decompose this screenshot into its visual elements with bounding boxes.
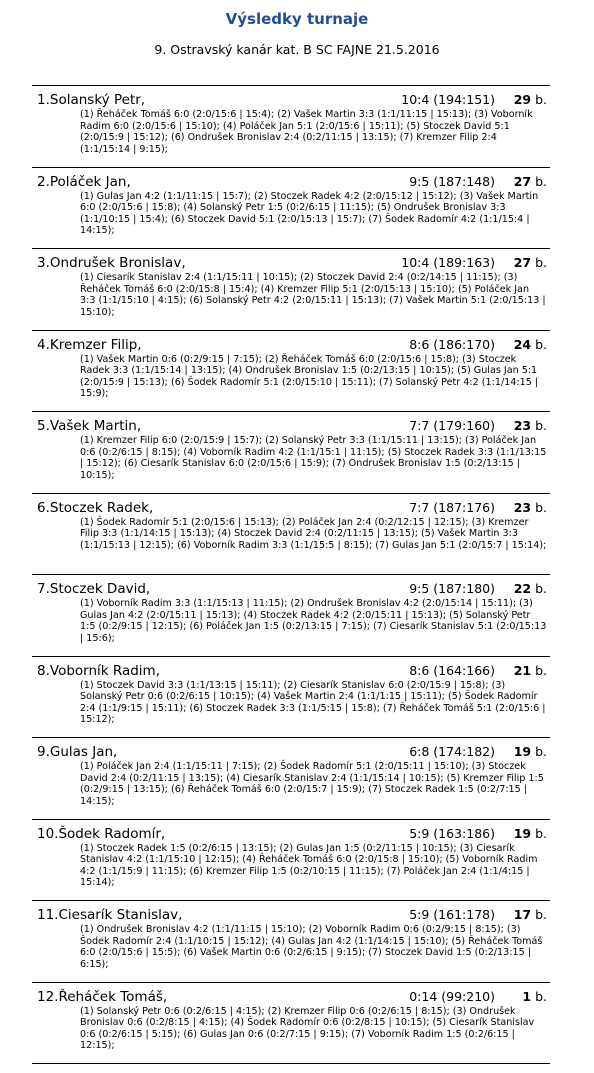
points-unit: b.: [535, 255, 547, 270]
points-value: 27: [513, 173, 532, 189]
points-value: 29: [513, 92, 532, 107]
points: [514, 91, 547, 109]
player-name: 2.Poláček Jan,: [37, 173, 131, 190]
match-details: (1) Ciesarík Stanislav 2:4 (1:1/15:11 | 10:15); (2) Stoczek David 2:4 (0:2/14:15 | 11:15); (3) Řeháček Tomáš 6:0 (2:0/15:8 | 15:4); (4) Kremzer Filip 5:1 (2:0/15:13 | 15:10); (5) Poláček Jan 3:3 (1:1/15:10 | 4:15); (6) Solanský Petr 4:2 (2:0/15:11 | 15:13); (7) Vašek Martin 5:1 (2:0/15:13 | 15:10);: [80, 272, 546, 318]
result-entry: [32, 412, 550, 494]
match-details: (1) Solanský Petr 0:6 (0:2/6:15 | 4:15); (2) Kremzer Filip 0:6 (0:2/6:15 | 8:15); (3) Ondrušek Bronislav 0:6 (0:2/8:15 | 4:15); (4) Šodek Radomír 0:6 (0:2/8:15 | 10:15); (5) Ciesarík Stanislav 0:6 (0:2/6:15 | 5:15); (6) Gulas Jan 0:6 (0:2/7:15 | 9:15); (7) Voborník Radim 1:5 (0:2/6:15 | 12:15);: [80, 1005, 535, 1052]
points: [514, 825, 547, 843]
points-unit: b.: [535, 662, 547, 678]
points: [514, 336, 547, 354]
points: [514, 662, 547, 680]
match-details: (1) Poláček Jan 2:4 (1:1/15:11 | 7:15); (2) Šodek Radomír 5:1 (2:0/15:11 | 15:10); (3) Stoczek David 2:4 (0:2/11:15 | 13:15); (4) Ciesarík Stanislav 2:4 (1:1/15:14 | 10:15); (5) Kremzer Filip 1:5 (0:2/9:15 | 13:15); (6) Řeháček Tomáš 6:0 (2:0/15:7 | 15:9); (7) Stoczek Radek 1:5 (0:2/7:15 | 14:15);: [80, 761, 544, 807]
entry-header: [37, 91, 547, 109]
entry-header: [37, 173, 547, 191]
player-name: 9.Gulas Jan,: [37, 744, 118, 760]
match-score: 9:5 (187:148): [409, 173, 495, 189]
points-unit: b.: [535, 744, 547, 759]
entry-header: [37, 662, 547, 680]
entry-header: [37, 254, 547, 272]
points-value: 19: [513, 825, 532, 841]
points-value: 1: [522, 988, 532, 1004]
player-name: 4.Kremzer Filip,: [37, 336, 142, 353]
points-value: 21: [513, 662, 532, 678]
match-score: 10:4 (189:163): [401, 255, 495, 270]
match-details: (1) Voborník Radim 3:3 (1:1/15:13 | 11:15); (2) Ondrušek Bronislav 4:2 (2:0/15:14 | 15:11); (3) Gulas Jan 4:2 (2:0/15:11 | 15:13); (4) Stoczek Radek 4:2 (2:0/15:11 | 15:13); (5) Solanský Petr 1:5 (0:2/9:15 | 12:15); (6) Poláček Jan 1:5 (0:2/13:15 | 7:15); (7) Ciesarík Stanislav 5:1 (2:0/15:13 | 15:6);: [80, 598, 547, 644]
result-entry: [32, 249, 550, 331]
points-unit: b.: [535, 581, 547, 596]
points-unit: b.: [535, 336, 547, 352]
match-details: (1) Šodek Radomír 5:1 (2:0/15:6 | 15:13); (2) Poláček Jan 2:4 (0:2/12:15 | 12:15); (3) Kremzer Filip 3:3 (1:1/14:15 | 15:13); (4) Stoczek David 2:4 (0:2/11:15 | 13:15); (5) Vašek Martin 3:3 (1:1/15:13 | 12:15); (6) Voborník Radim 3:3 (1:1/15:5 | 8:15); (7) Gulas Jan 5:1 (2:0/15:7 | 15:14);: [80, 516, 547, 551]
entry-header: [37, 336, 547, 354]
player-name: 7.Stoczek David,: [37, 581, 151, 597]
player-name: 1.Solanský Petr,: [37, 92, 146, 108]
entry-header: [37, 743, 547, 761]
match-details: (1) Gulas Jan 4:2 (1:1/11:15 | 15:7); (2) Stoczek Radek 4:2 (2:0/15:12 | 15:12); (3) Vašek Martin 6:0 (2:0/15:6 | 15:8); (4) Solanský Petr 1:5 (0:2/6:15 | 11:15); (5) Ondrušek Bronislav 3:3 (1:1/10:15 | 15:4); (6) Stoczek David 5:1 (2:0/15:13 | 15:7); (7) Šodek Radomír 4:2 (1:1/15:4 | 14:15);: [80, 190, 539, 237]
match-score: 10:4 (194:151): [401, 92, 495, 107]
result-entry: [32, 331, 550, 413]
results-list: [32, 85, 550, 1064]
match-score: 8:6 (186:170): [409, 336, 495, 352]
points-unit: b.: [535, 988, 547, 1004]
points-value: 27: [513, 255, 532, 270]
points-unit: b.: [535, 173, 547, 189]
points-value: 24: [513, 336, 532, 352]
player-name: 11.Ciesarík Stanislav,: [37, 907, 183, 923]
entry-header: [37, 988, 547, 1006]
match-score: 5:9 (163:186): [409, 825, 495, 841]
player-name: 3.Ondrušek Bronislav,: [37, 255, 186, 271]
points-value: 22: [513, 581, 532, 596]
points-value: 17: [513, 907, 532, 922]
result-entry: [32, 85, 550, 168]
match-score: 7:7 (179:160): [409, 418, 495, 433]
player-name: 8.Voborník Radim,: [37, 662, 161, 679]
match-score: 8:6 (164:166): [409, 662, 495, 678]
match-score: 9:5 (187:180): [409, 581, 495, 596]
result-entry: [32, 168, 550, 250]
points-unit: b.: [535, 499, 547, 515]
points-unit: b.: [535, 907, 547, 922]
points: [514, 580, 547, 598]
player-name: 10.Šodek Radomír,: [37, 825, 166, 842]
points-value: 23: [513, 418, 532, 433]
entry-header: [37, 825, 547, 843]
points: [514, 499, 547, 517]
entry-header: [37, 499, 547, 517]
result-entry: [32, 657, 550, 739]
player-name: 5.Vašek Martin,: [37, 418, 142, 434]
match-details: (1) Stoczek David 3:3 (1:1/13:15 | 15:11); (2) Ciesarík Stanislav 6:0 (2:0/15:9 | 15:8); (3) Solanský Petr 0:6 (0:2/6:15 | 10:15); (4) Vašek Martin 2:4 (1:1/1:15 | 15:11); (5) Šodek Radomír 2:4 (1:1/9:15 | 15:11); (6) Stoczek Radek 3:3 (1:1/5:15 | 15:8); (7) Řeháček Tomáš 5:1 (2:0/15:6 | 15:12);: [80, 679, 546, 726]
match-score: 7:7 (187:176): [409, 499, 495, 515]
points: [514, 254, 547, 272]
points: [522, 988, 547, 1006]
points: [514, 906, 547, 924]
points-unit: b.: [535, 92, 547, 107]
points: [514, 743, 547, 761]
page-title: Výsledky turnaje: [225, 10, 369, 28]
entry-header: [37, 580, 547, 598]
result-entry: [32, 738, 550, 820]
match-score: 0:14 (99:210): [409, 988, 495, 1004]
match-details: (1) Kremzer Filip 6:0 (2:0/15:9 | 15:7); (2) Solanský Petr 3:3 (1:1/15:11 | 13:15); (3) Poláček Jan 0:6 (0:2/6:15 | 8:15); (4) Voborník Radim 4:2 (1:1/15:1 | 11:15); (5) Stoczek Radek 3:3 (1:1/13:15 | 15:12); (6) Ciesarík Stanislav 6:0 (2:0/15:6 | 15:9); (7) Ondrušek Bronislav 1:5 (0:2/13:15 | 10:15);: [80, 435, 547, 481]
match-details: (1) Vašek Martin 0:6 (0:2/9:15 | 7:15); (2) Řeháček Tomáš 6:0 (2:0/15:6 | 15:8); (3) Stoczek Radek 3:3 (1:1/15:14 | 13:15); (4) Ondrušek Bronislav 1:5 (0:2/13:15 | 10:15); (5) Gulas Jan 5:1 (2:0/15:9 | 15:13); (6) Šodek Radomír 5:1 (2:0/15:10 | 15:11); (7) Solanský Petr 4:2 (1:1/14:15 | 15:9);: [80, 353, 539, 400]
points: [514, 417, 547, 435]
points-unit: b.: [535, 825, 547, 841]
match-details: (1) Stoczek Radek 1:5 (0:2/6:15 | 13:15); (2) Gulas Jan 1:5 (0:2/11:15 | 10:15); (3) Ciesarík Stanislav 4:2 (1:1/15:10 | 12:15); (4) Řeháček Tomáš 6:0 (2:0/15:8 | 15:10); (5) Voborník Radim 4:2 (1:1/15:9 | 11:15); (6) Kremzer Filip 1:5 (0:2/10:15 | 11:15); (7) Poláček Jan 2:4 (1:1/4:15 | 15:14);: [80, 842, 538, 889]
player-name: 12.Řeháček Tomáš,: [37, 988, 168, 1005]
result-entry: [32, 575, 550, 657]
points-value: 19: [513, 744, 532, 759]
player-name: 6.Stoczek Radek,: [37, 499, 154, 516]
result-entry: [32, 983, 550, 1065]
match-score: 6:8 (174:182): [409, 744, 495, 759]
points: [514, 173, 547, 191]
entry-header: [37, 417, 547, 435]
points-value: 23: [513, 499, 532, 515]
entry-header: [37, 906, 547, 924]
match-score: 5:9 (161:178): [409, 907, 495, 922]
result-entry: [32, 494, 550, 576]
match-details: (1) Ondrušek Bronislav 4:2 (1:1/11:15 | 15:10); (2) Voborník Radim 0:6 (0:2/9:15 | 8:15); (3) Šodek Radomír 2:4 (1:1/10:15 | 15:12); (4) Gulas Jan 4:2 (1:1/14:15 | 15:10); (5) Řeháček Tomáš 6:0 (2:0/15:6 | 15:5); (6) Vašek Martin 0:6 (0:2/6:15 | 9:15); (7) Stoczek David 1:5 (0:2/13:15 | 6:15);: [80, 924, 543, 970]
match-details: (1) Řeháček Tomáš 6:0 (2:0/15:6 | 15:4); (2) Vašek Martin 3:3 (1:1/11:15 | 15:13); (3) Voborník Radim 6:0 (2:0/15:6 | 15:10); (4) Poláček Jan 5:1 (2:0/15:6 | 15:11); (5) Stoczek David 5:1 (2:0/15:9 | 15:12); (6) Ondrušek Bronislav 2:4 (0:2/11:15 | 13:15); (7) Kremzer Filip 2:4 (1:1/15:14 | 9:15);: [80, 109, 533, 155]
result-entry: [32, 820, 550, 902]
points-unit: b.: [535, 418, 547, 433]
page-subtitle: 9. Ostravský kanár kat. B SC FAJNE 21.5.2016: [154, 42, 440, 57]
result-entry: [32, 901, 550, 983]
